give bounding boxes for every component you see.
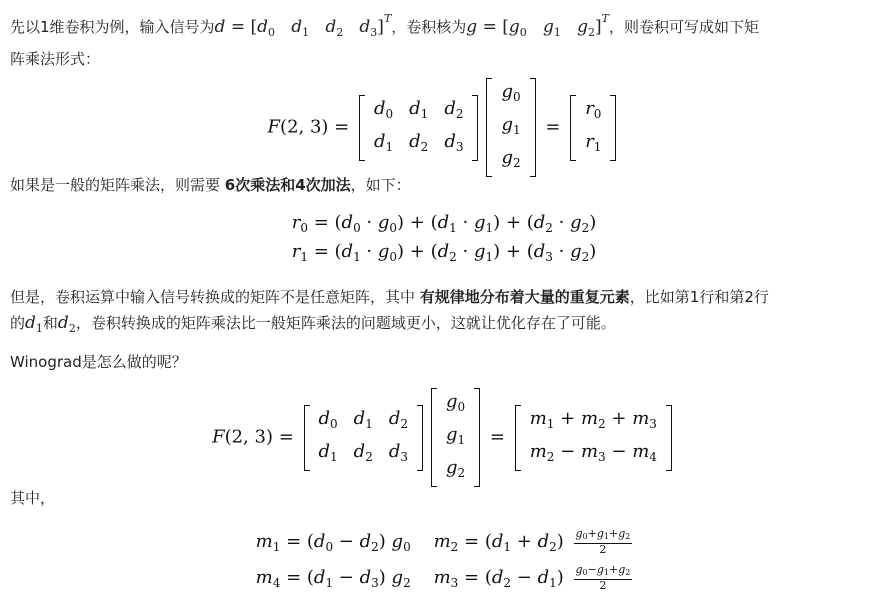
matrix-d-winograd: $d_0$ $d_1$ $d_2$ $d_1$ $d_2$ $d_3$ bbox=[304, 405, 424, 471]
vector-g-winograd: $g_0$ $g_1$ $g_2$ bbox=[431, 388, 480, 487]
but-bold-text: 有规律地分布着大量的重复元素 bbox=[419, 288, 630, 306]
equation-matrix-form: F(2, 3) = $d_0$ $d_1$ $d_2$ $d_1$ $d_2$ $d_3$ $g_0$ $g_1$ $g_2$ = $r_0$ $r_1$ bbox=[0, 78, 888, 177]
but-text-4: 和 bbox=[42, 314, 58, 332]
equation-m4-m3: $m_4 = (d_1 - d_3)$ $g_2$ $m_3 = (d_2 - d_1)$ $\frac{g0-g1+g2}{2}$ bbox=[255, 563, 631, 592]
vector-g: $g_0$ $g_1$ $g_2$ bbox=[486, 78, 535, 177]
but-text-3: 的 bbox=[10, 314, 26, 332]
fraction-m2: $\frac{g0+g1+g2}{2}$ bbox=[575, 527, 631, 556]
winograd-question bbox=[10, 349, 187, 375]
equation-r0: $r_0 = (d_0 \cdot g_0) + (d_1 \cdot g_1) + (d_2 \cdot g_2)$ bbox=[291, 212, 597, 235]
math-d1: $d_1$ bbox=[25, 313, 43, 335]
matrix-d: $d_0$ $d_1$ $d_2$ $d_1$ $d_2$ $d_3$ bbox=[359, 95, 479, 161]
intro-text-3: ，则卷积可写成如下矩 bbox=[608, 18, 759, 36]
question-text: Winograd是怎么做的呢？ bbox=[10, 353, 187, 371]
math-d2: $d_2$ bbox=[57, 313, 76, 335]
where-label bbox=[10, 485, 55, 511]
intro-text-4: 阵乘法形式： bbox=[10, 50, 101, 68]
equation-m1-m2: $m_1 = (d_0 - d_2)$ $g_0$ $m_2 = (d_1 + d_2)$ $\frac{g0+g1+g2}{2}$ bbox=[255, 527, 631, 556]
equation-winograd-form: F(2, 3) = $d_0$ $d_1$ $d_2$ $d_1$ $d_2$ $d_3$ $g_0$ $g_1$ $g_2$ = $m_1 + m_2 + m_3$ $m_2 - m_3 - m_4$ bbox=[0, 388, 888, 487]
vector-r: $r_0$ $r_1$ bbox=[570, 95, 616, 161]
general-bold-text: 6次乘法和4次加法 bbox=[224, 176, 351, 194]
repeated-elements-paragraph bbox=[10, 284, 880, 342]
fraction-m3: $\frac{g0-g1+g2}{2}$ bbox=[575, 563, 631, 592]
vector-m: $m_1 + m_2 + m_3$ $m_2 - m_3 - m_4$ bbox=[515, 405, 672, 471]
but-text-2: ，比如第1行和第2行 bbox=[629, 288, 769, 306]
intro-text-2: ，卷积核为 bbox=[391, 18, 467, 36]
where-text: 其中， bbox=[10, 489, 56, 507]
math-d-definition: $d = [d_0$ $d_1$ $d_2$ $d_3]^T$ bbox=[214, 12, 392, 39]
intro-text-1: 先以1维卷积为例，输入信号为 bbox=[10, 18, 215, 36]
equation-r1: $r_1 = (d_1 \cdot g_0) + (d_2 \cdot g_1) + (d_3 \cdot g_2)$ bbox=[291, 241, 597, 264]
general-multiplication-paragraph bbox=[10, 172, 411, 198]
but-text-1: 但是，卷积运算中输入信号转换成的矩阵不是任意矩阵，其中 bbox=[10, 288, 420, 306]
general-text-2: ，如下： bbox=[350, 176, 411, 194]
but-text-5: ，卷积转换成的矩阵乘法比一般矩阵乘法的问题域更小，这就让优化存在了可能。 bbox=[75, 314, 616, 332]
general-text-1: 如果是一般的矩阵乘法，则需要 bbox=[10, 176, 225, 194]
intro-paragraph bbox=[10, 6, 880, 72]
math-g-definition: $g = [g_0$ $g_1$ $g_2]^T$ bbox=[466, 12, 609, 39]
